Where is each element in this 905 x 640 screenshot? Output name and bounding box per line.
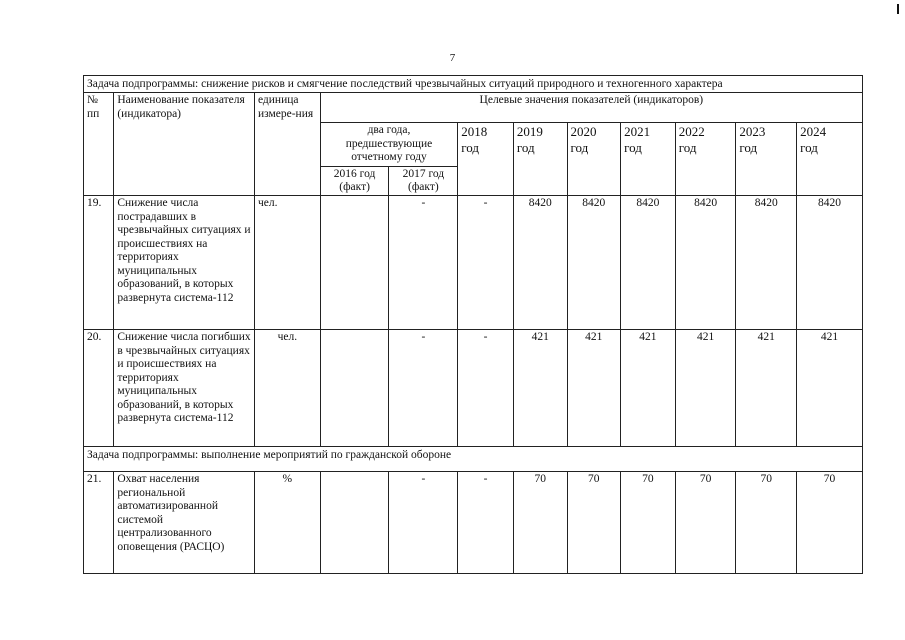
year-2017-fact: 2017 год (факт) (389, 167, 458, 196)
cell-2018: - (458, 330, 514, 447)
row-name: Охват населения региональной автоматизированной системой централизованного оповещения (РАСЦО) (114, 472, 255, 574)
cell-2018: - (458, 472, 514, 574)
header-two-years: два года, предшествующие отчетному году (320, 123, 458, 167)
cell-2020: 70 (567, 472, 621, 574)
cell-2016 (320, 472, 389, 574)
cell-2023: 70 (736, 472, 797, 574)
task-title: Задача подпрограммы: выполнение мероприятий по гражданской обороне (84, 447, 863, 472)
cell-2024: 70 (797, 472, 863, 574)
row-unit: % (254, 472, 320, 574)
row-num: 19. (84, 196, 114, 330)
cell-2017: - (389, 196, 458, 330)
row-num: 21. (84, 472, 114, 574)
task-title: Задача подпрограммы: снижение рисков и смягчение последствий чрезвычайных ситуаций природного и техногенного характера (84, 76, 863, 93)
header-unit: единица измере-ния (254, 93, 320, 196)
task-row (84, 447, 863, 472)
year-2021: 2021 год (621, 123, 676, 196)
cell-2016 (320, 330, 389, 447)
header-row (84, 93, 863, 123)
cell-2024: 421 (797, 330, 863, 447)
page-number: 7 (449, 52, 456, 64)
year-2018: 2018 год (458, 123, 514, 196)
page-edge-mark (897, 4, 899, 14)
cell-2021: 70 (621, 472, 676, 574)
cell-2019: 70 (513, 472, 567, 574)
indicators-table (83, 75, 863, 574)
cell-2023: 421 (736, 330, 797, 447)
task-row (84, 76, 863, 93)
table-row (84, 196, 863, 330)
row-unit: чел. (254, 196, 320, 330)
row-name: Снижение числа пострадавших в чрезвычайных ситуациях и происшествиях на территориях муниципальных образований, в которых развернута система-112 (114, 196, 255, 330)
cell-2019: 421 (513, 330, 567, 447)
cell-2018: - (458, 196, 514, 330)
row-unit: чел. (254, 330, 320, 447)
cell-2017: - (389, 330, 458, 447)
year-2020: 2020 год (567, 123, 621, 196)
year-2019: 2019 год (513, 123, 567, 196)
cell-2024: 8420 (797, 196, 863, 330)
cell-2019: 8420 (513, 196, 567, 330)
header-targets: Целевые значения показателей (индикаторов) (320, 93, 862, 123)
cell-2016 (320, 196, 389, 330)
cell-2022: 421 (675, 330, 736, 447)
header-name: Наименование показателя (индикатора) (114, 93, 255, 196)
cell-2021: 8420 (621, 196, 676, 330)
table-row (84, 472, 863, 574)
cell-2022: 70 (675, 472, 736, 574)
year-2023: 2023 год (736, 123, 797, 196)
table-row (84, 330, 863, 447)
row-num: 20. (84, 330, 114, 447)
cell-2020: 8420 (567, 196, 621, 330)
row-name: Снижение числа погибших в чрезвычайных ситуациях и происшествиях на территориях муниципальных образований, в которых развернута система-112 (114, 330, 255, 447)
cell-2023: 8420 (736, 196, 797, 330)
year-2016-fact: 2016 год (факт) (320, 167, 389, 196)
header-num: № пп (84, 93, 114, 196)
year-2022: 2022 год (675, 123, 736, 196)
cell-2021: 421 (621, 330, 676, 447)
cell-2020: 421 (567, 330, 621, 447)
cell-2022: 8420 (675, 196, 736, 330)
year-2024: 2024 год (797, 123, 863, 196)
cell-2017: - (389, 472, 458, 574)
